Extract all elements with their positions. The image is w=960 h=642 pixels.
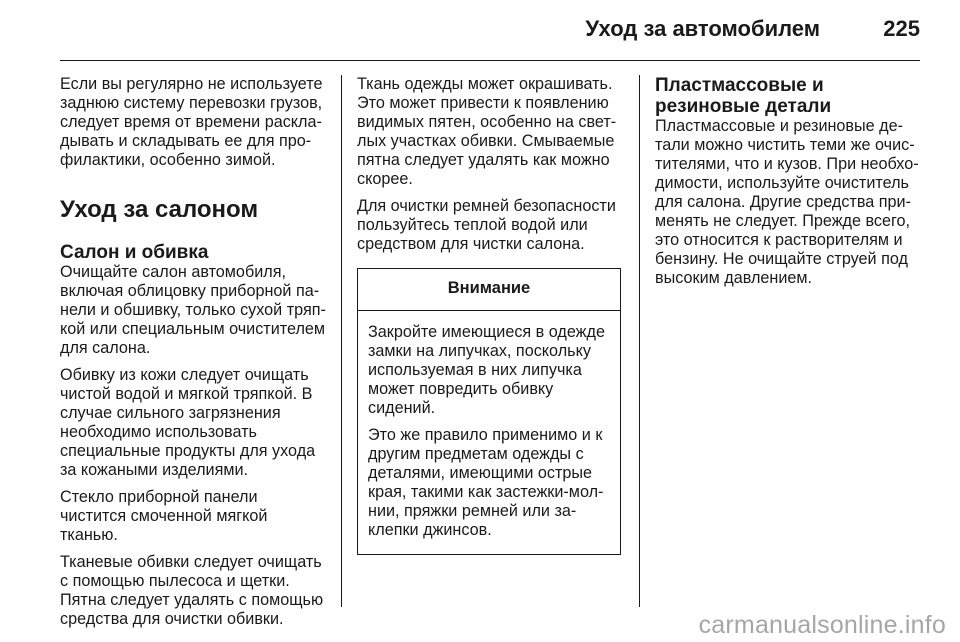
paragraph: Пластмассовые и резиновые детали можно чистить теми же очистителями, что и кузов. При необходимости, используйте очиститель для салона. Другие средства применять не следует. Прежде всего, это относится к растворителям и бензину. Не очищайте струей под высоким давлением.: [655, 117, 919, 287]
column-right: [655, 75, 921, 296]
notice-body: [358, 311, 620, 554]
subsection-title-interior-upholstery: Салон и обивка: [60, 242, 209, 263]
notice-paragraph: Это же правило применимо и к другим предметам одежды с деталями, имеющими острые края, такими как застежки-молнии, пряжки ремней или заклепки джинсов.: [368, 426, 604, 539]
section-title-interior-care: Уход за салоном: [60, 196, 259, 223]
paragraph: Для очистки ремней безопасности пользуйтесь теплой водой или средством для чистки салона.: [357, 197, 616, 253]
paragraph: Стекло приборной панели чистится смоченной мягкой тканью.: [60, 488, 268, 544]
column-left: [60, 75, 326, 637]
paragraph: Обивку из кожи следует очищать чистой водой и мягкой тряпкой. В случае сильного загрязнения необходимо использовать специальные продукты для ухода за кожаными изделиями.: [60, 366, 316, 479]
column-divider: [341, 75, 342, 607]
page-number: 225: [883, 16, 920, 41]
column-middle: [357, 75, 623, 555]
intro-paragraph: Если вы регулярно не используете заднюю систему перевозки грузов, следует время от времени раскладывать и складывать ее для профилактики, особенно зимой.: [60, 75, 323, 169]
notice-paragraph: Закройте имеющиеся в одежде замки на липучках, поскольку используемая в них липучка может повредить обивку сидений.: [368, 323, 605, 417]
paragraph: Очищайте салон автомобиля, включая облицовку приборной панели и обшивку, только сухой тряпкой или специальным очистителем для салона.: [60, 263, 326, 357]
paragraph: Ткань одежды может окрашивать. Это может привести к появлению видимых пятен, особенно на светлых участках обивки. Смываемые пятна следует удалять как можно скорее.: [357, 75, 617, 188]
watermark: carmanualsonline.info: [698, 611, 946, 639]
section-title-plastic-rubber-parts: Пластмассовые и резиновые детали: [655, 75, 832, 117]
notice-box: [357, 268, 621, 555]
paragraph: Тканевые обивки следует очищать с помощью пылесоса и щетки. Пятна следует удалять с помощью средства для очистки обивки.: [60, 553, 324, 628]
column-divider: [639, 75, 640, 607]
header-rule: [60, 60, 920, 61]
running-header-title: Уход за автомобилем: [585, 16, 820, 41]
notice-title: Внимание: [358, 269, 620, 311]
